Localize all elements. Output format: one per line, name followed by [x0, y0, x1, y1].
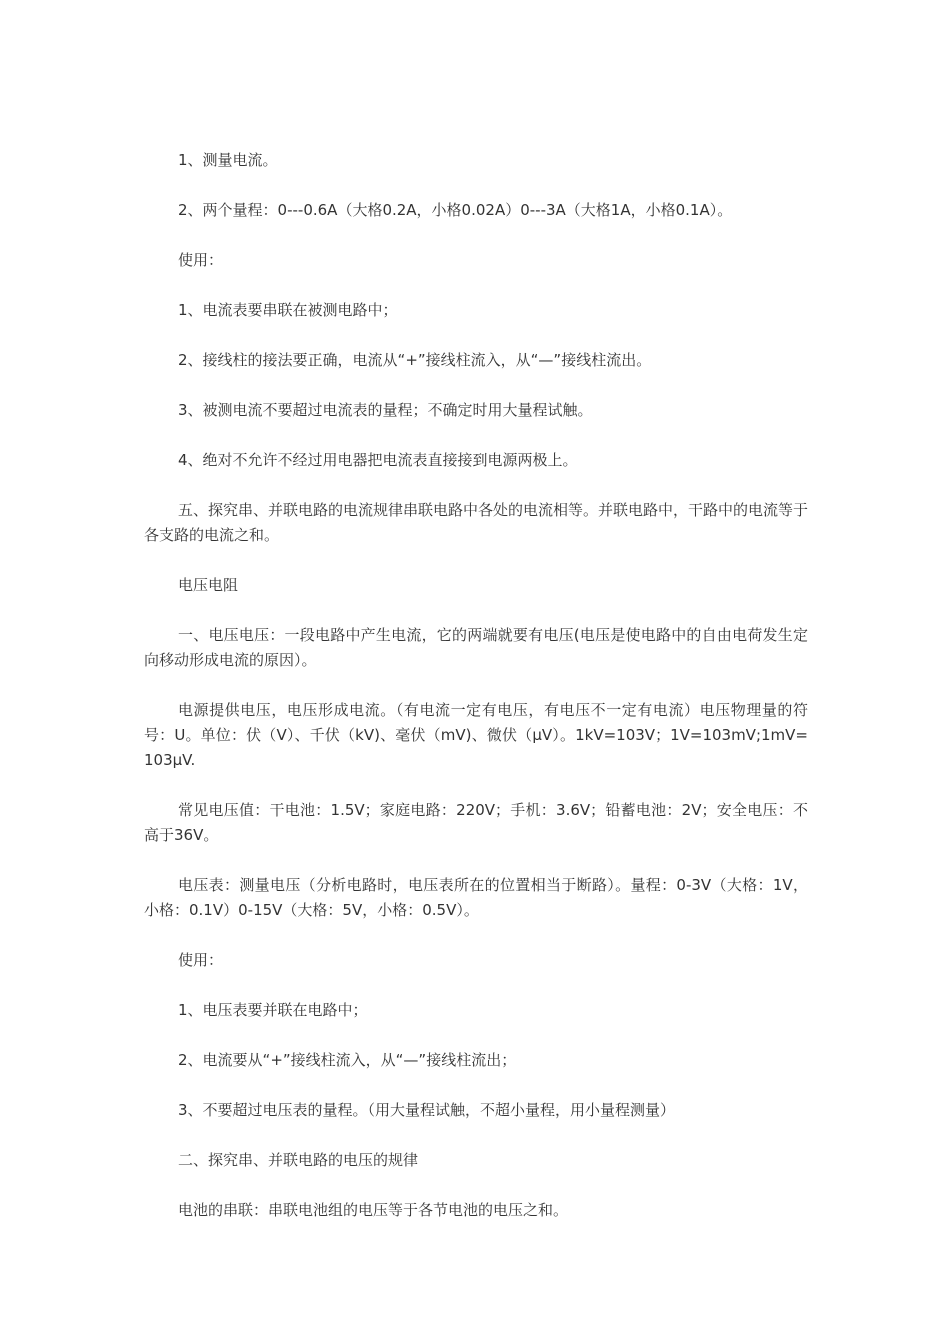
- section-heading-voltage-resistance: 电压电阻: [178, 576, 239, 594]
- paragraph-current-law: 五、探究串、并联电路的电流规律串联电路中各处的电流相等。并联电路中，干路中的电流等于各支路的电流之和。: [144, 501, 809, 544]
- paragraph-voltmeter-ranges: 电压表：测量电压（分析电路时，电压表所在的位置相当于断路）。量程：0-3V（大格：1V，小格：0.1V）0-15V（大格：5V，小格：0.5V）。: [144, 876, 808, 919]
- paragraph-ammeter-rule-3: 3、被测电流不要超过电流表的量程；不确定时用大量程试触。: [178, 401, 593, 419]
- paragraph-ammeter-rule-1: 1、电流表要串联在被测电路中；: [178, 301, 398, 319]
- paragraph-voltmeter-rule-1: 1、电压表要并联在电路中；: [178, 1001, 368, 1019]
- paragraph-common-voltages: 常见电压值：干电池：1.5V；家庭电路：220V；手机：3.6V；铅蓄电池：2V；安全电压：不高于36V。: [144, 801, 808, 844]
- paragraph-ammeter-rule-4: 4、绝对不允许不经过用电器把电流表直接接到电源两极上。: [178, 451, 578, 469]
- paragraph-usage-heading: 使用：: [178, 251, 224, 269]
- paragraph-battery-series: 电池的串联：串联电池组的电压等于各节电池的电压之和。: [178, 1201, 569, 1219]
- paragraph-voltage-law-heading: 二、探究串、并联电路的电压的规律: [178, 1151, 419, 1169]
- document-body: [144, 148, 808, 1248]
- paragraph-voltage-definition: 一、电压电压：一段电路中产生电流，它的两端就要有电压(电压是使电路中的自由电荷发生定向移动形成电流的原因）。: [144, 626, 808, 669]
- paragraph-voltage-units: 电源提供电压，电压形成电流。（有电流一定有电压，有电压不一定有电流）电压物理量的符号：U。单位：伏（V）、千伏（kV)、毫伏（mV)、微伏（μV）。1kV=103V；1V=103mV;1mV=103μV.: [144, 701, 808, 769]
- paragraph-voltmeter-rule-3: 3、不要超过电压表的量程。（用大量程试触，不超小量程，用小量程测量）: [178, 1101, 676, 1119]
- paragraph-ammeter-rule-2: 2、接线柱的接法要正确，电流从“+”接线柱流入，从“—”接线柱流出。: [178, 351, 652, 369]
- paragraph-ammeter-ranges: 2、两个量程：0---0.6A（大格0.2A，小格0.02A）0---3A（大格1A，小格0.1A）。: [178, 201, 733, 219]
- paragraph-measure-current: 1、测量电流。: [178, 151, 278, 169]
- paragraph-voltmeter-rule-2: 2、电流要从“+”接线柱流入，从“—”接线柱流出；: [178, 1051, 517, 1069]
- paragraph-usage-heading-2: 使用：: [178, 951, 224, 969]
